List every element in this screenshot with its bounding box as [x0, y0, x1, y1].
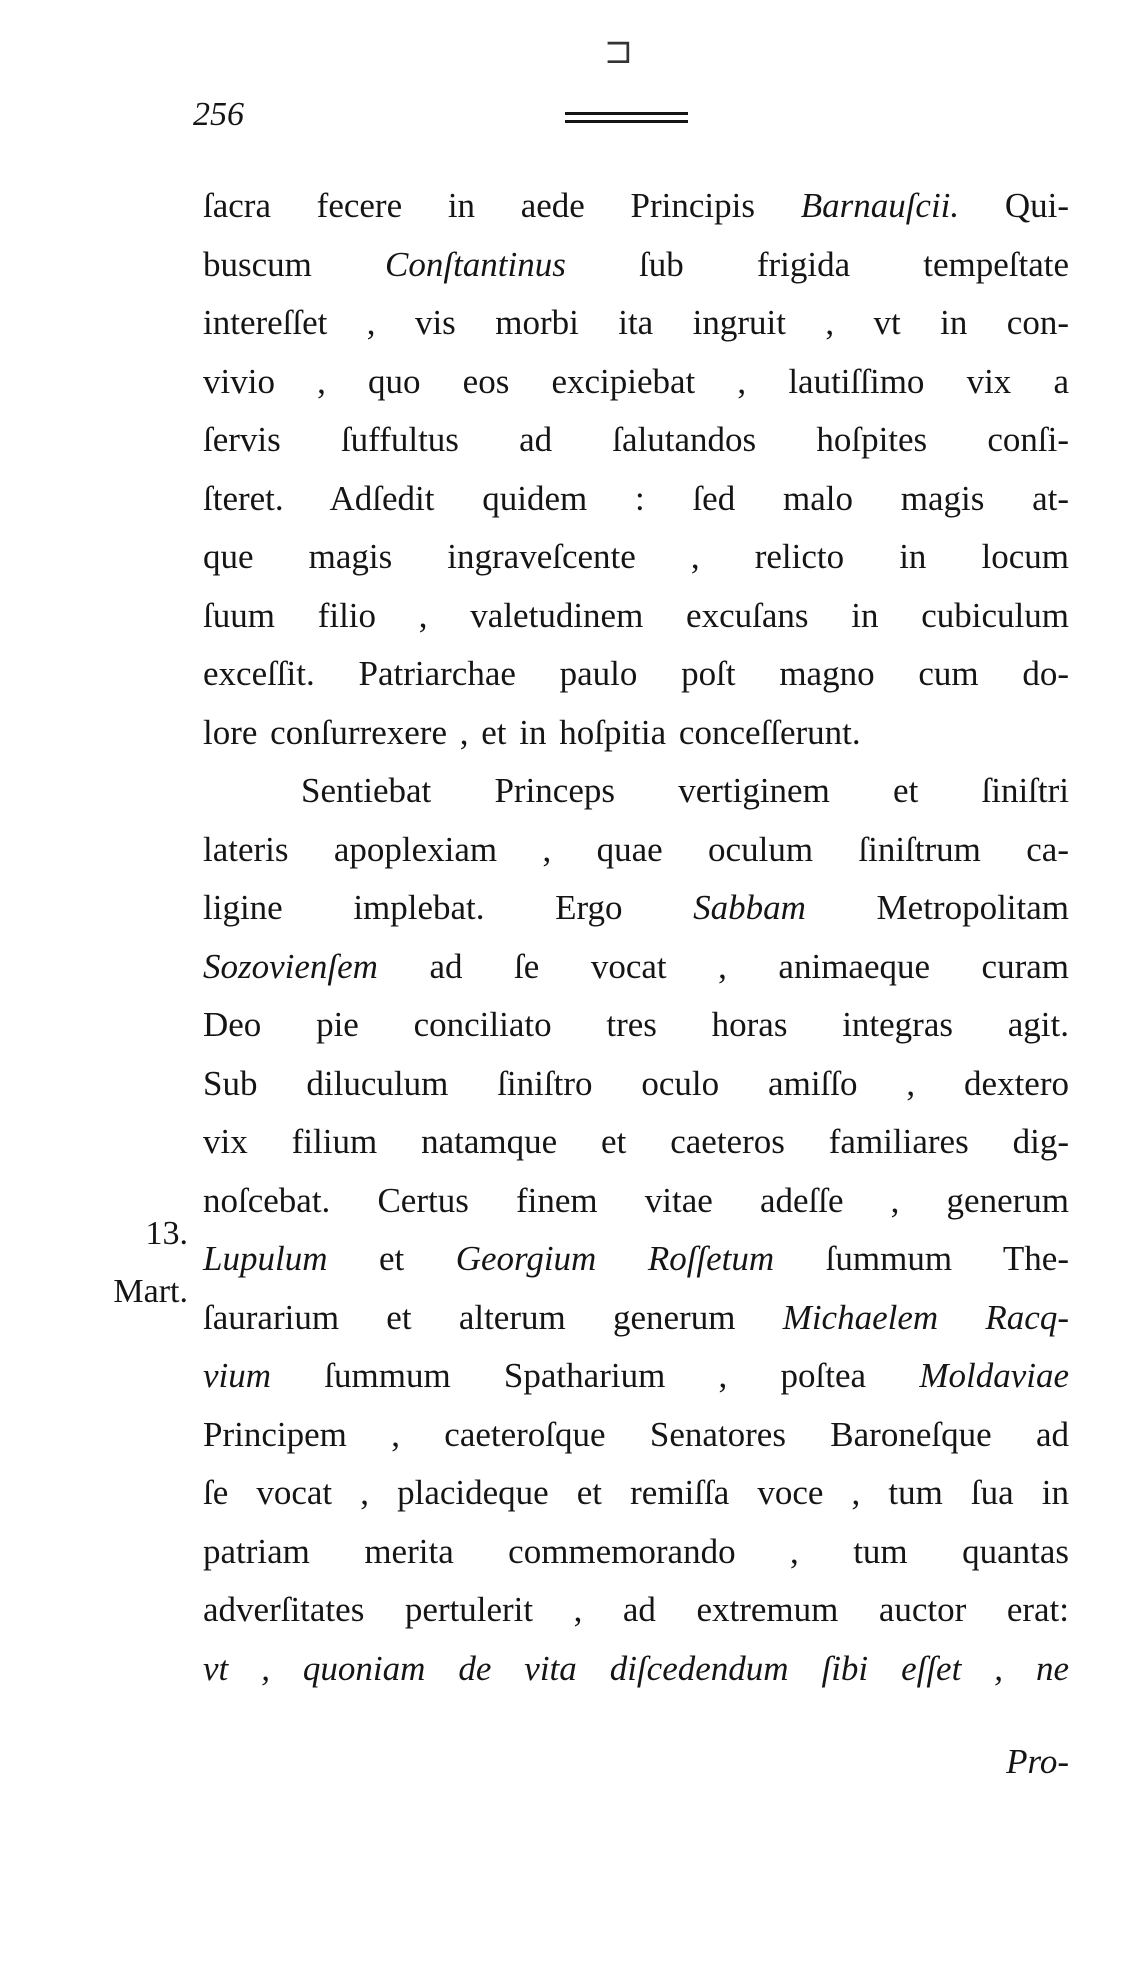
- text-segment: ſummum The-: [774, 1239, 1069, 1278]
- text-line: [203, 1464, 1069, 1523]
- text-segment: Principem , caeteroſque Senatores Baroneſque ad: [203, 1414, 1069, 1454]
- text-segment: ſteret. Adſedit quidem : ſed malo magis at-: [203, 478, 1069, 518]
- text-line: [203, 1406, 1069, 1465]
- text-segment: ſaurarium et alterum generum: [203, 1297, 783, 1337]
- text-segment: vix filium natamque et caeteros familiares dig-: [203, 1122, 1069, 1161]
- text-segment: ne: [1035, 1648, 1069, 1688]
- text-segment: Conſtantinus: [385, 244, 566, 284]
- text-segment: et: [327, 1239, 456, 1278]
- margin-note-date-month: Mart.: [113, 1273, 188, 1310]
- text-line: [203, 587, 1069, 646]
- text-segment: Michaelem Racq-: [782, 1297, 1069, 1337]
- text-segment: vt , quoniam de vita diſcedendum ſibi eſſet ,: [203, 1648, 1004, 1688]
- text-line: [203, 1289, 1069, 1348]
- text-line: [203, 1055, 1069, 1114]
- text-segment: ſe vocat , placideque et remiſſa voce , tum ſua in: [203, 1473, 1069, 1512]
- text-segment: vium: [203, 1356, 272, 1395]
- text-line: [203, 1230, 1069, 1289]
- body-text: [203, 177, 1069, 1698]
- text-line: [203, 645, 1069, 704]
- text-segment: ſummum Spatharium , poſtea: [271, 1356, 920, 1395]
- text-line: [203, 1113, 1069, 1172]
- header-mark: ⊐: [604, 34, 633, 71]
- text-segment: Deo pie conciliato tres horas integras agit.: [203, 1005, 1069, 1044]
- text-line: [203, 996, 1069, 1055]
- text-segment: vivio , quo eos excipiebat , lautiſſimo vix a: [203, 361, 1069, 401]
- text-segment: adverſitates pertulerit , ad extremum auctor erat:: [203, 1590, 1069, 1629]
- text-line: [203, 470, 1069, 529]
- text-segment: patriam merita commemorando , tum quantas: [203, 1531, 1069, 1571]
- catchword-block: [203, 1733, 1069, 1792]
- text-line: [203, 177, 1069, 236]
- text-segment: ligine implebat. Ergo: [203, 888, 694, 927]
- text-segment: Sabbam: [693, 888, 806, 927]
- text-line: [203, 821, 1069, 880]
- text-segment: Sentiebat Princeps vertiginem et ſiniſtri: [301, 771, 1069, 810]
- text-segment: que magis ingraveſcente , relicto in locum: [203, 537, 1069, 576]
- text-segment: Barnauſcii.: [800, 186, 960, 225]
- text-segment: ſuum filio , valetudinem excuſans in cubiculum: [203, 595, 1069, 635]
- header-rule: [565, 112, 688, 123]
- text-line: [203, 879, 1069, 938]
- text-line: [203, 1640, 1069, 1699]
- text-segment: Moldaviae: [919, 1356, 1069, 1395]
- text-segment: Sub diluculum ſiniſtro oculo amiſſo , dextero: [203, 1063, 1069, 1103]
- text-segment: lateris apoplexiam , quae oculum ſiniſtrum ca-: [203, 829, 1069, 869]
- text-segment: ſervis ſuffultus ad ſalutandos hoſpites conſi-: [203, 420, 1069, 459]
- catchword: [203, 1733, 1069, 1792]
- text-segment: Metropolitam: [805, 888, 1070, 927]
- text-line: [203, 1172, 1069, 1231]
- catchword-text: Pro-: [1006, 1742, 1069, 1781]
- text-segment: Qui-: [959, 186, 1070, 225]
- text-segment: ſacra fecere in aede Principis: [203, 186, 801, 225]
- text-line: [203, 528, 1069, 587]
- text-segment: ſub frigida tempeſtate: [565, 244, 1069, 284]
- text-segment: noſcebat. Certus finem vitae adeſſe , generum: [203, 1180, 1069, 1220]
- text-line: [203, 704, 1069, 763]
- text-line: [203, 1581, 1069, 1640]
- text-segment: lore conſurrexere , et in hoſpitia conceſſerunt.: [203, 712, 861, 752]
- text-line: [203, 1347, 1069, 1406]
- text-segment: Lupulum: [203, 1239, 328, 1278]
- text-segment: Georgium Roſſetum: [455, 1239, 775, 1278]
- text-segment: Sozovienſem: [203, 946, 378, 986]
- text-segment: ad ſe vocat , animaeque curam: [377, 946, 1069, 986]
- text-line: [203, 294, 1069, 353]
- text-line: [203, 1523, 1069, 1582]
- text-segment: [1003, 1649, 1036, 1688]
- text-segment: buscum: [203, 244, 385, 284]
- page-number: 256: [193, 96, 244, 133]
- margin-note-date-day: 13.: [145, 1215, 188, 1252]
- text-line: [203, 411, 1069, 470]
- text-segment: intereſſet , vis morbi ita ingruit , vt in con-: [203, 303, 1069, 342]
- text-line: [203, 236, 1069, 295]
- text-segment: exceſſit. Patriarchae paulo poſt magno cum do-: [203, 654, 1069, 693]
- text-line: [203, 938, 1069, 997]
- text-line: [203, 762, 1069, 821]
- text-line: [203, 353, 1069, 412]
